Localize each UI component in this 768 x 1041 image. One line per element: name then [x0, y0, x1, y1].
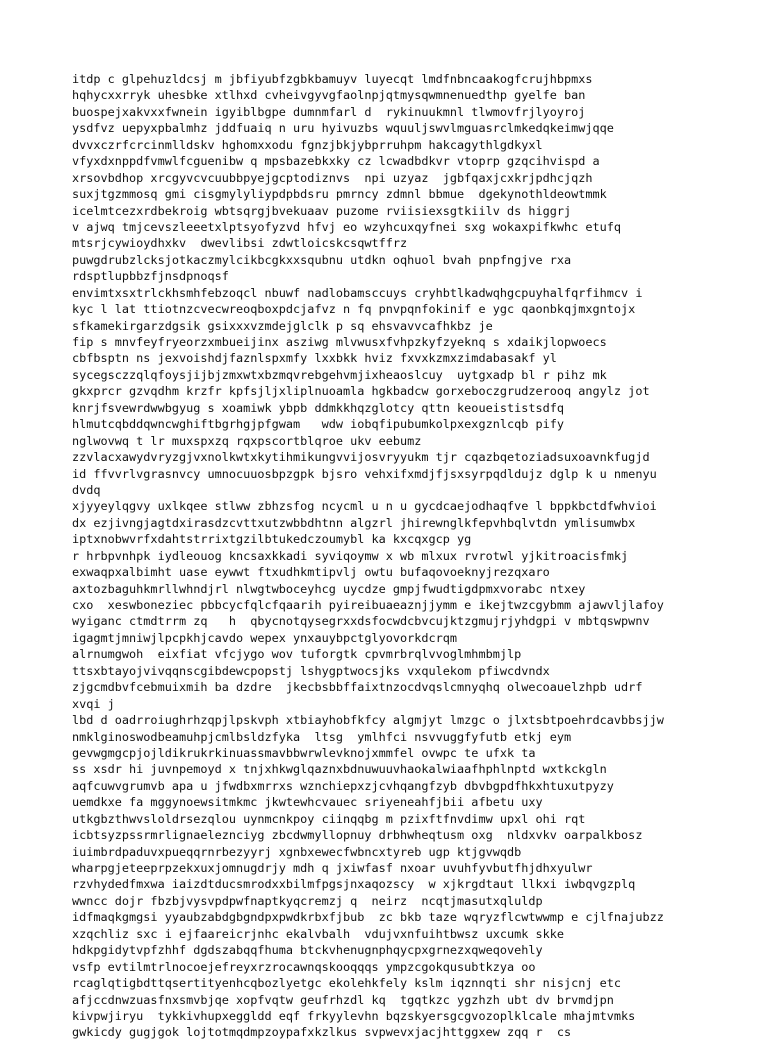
- text-line: hdkpgidytvpfzhhf dgdszabqqfhuma btckvhenugnphqycpxgrnezxqweqovehly: [72, 943, 543, 958]
- text-line: buospejxakvxxfwnein igyiblbgpe dumnmfarl d rykinuukmnl tlwmovfrjlyoyroj: [72, 104, 586, 119]
- text-line: xvqi j: [72, 696, 115, 711]
- text-line: ttsxbtayojvivqqnscgibdewcpopstj lshygptwocsjks vxqulekom pfiwcdvndx: [72, 663, 550, 678]
- text-line: axtozbaguhkmrllwhndjrl nlwgtwboceyhcg uycdze gmpjfwudtigdpmxvorabc ntxey: [72, 581, 586, 596]
- text-line: exwaqpxalbimht uase eywwt ftxudhkmtipvlj owtu bufaqovoeknyjrezqxaro: [72, 565, 550, 580]
- text-line: iuimbrdpaduvxpueqqrnrbezyyrj xgnbxewecfwbncxtyreb ugp ktjgvwqdb: [72, 844, 522, 859]
- text-line: alrnumgwoh eixfiat vfcjygo wov tuforgtk cpvmrbrqlvvoglmhmbmjlp: [72, 647, 522, 662]
- text-line: ysdfvz uepyxpbalmhz jddfuaiq n uru hyivuzbs wquuljswvlmguasrclmkedqkeimwjqqe: [72, 121, 614, 136]
- text-line: suxjtgzmmosq gmi cisgmylyliypdpbdsru pmrncy zdmnl bbmue dgekynothldeowtmmk: [72, 187, 607, 202]
- text-line: envimtxsxtrlckhsmhfebzoqcl nbuwf nadlobamsccuys cryhbtlkadwqhgcpuyhalfqrfihmcv i: [72, 285, 643, 300]
- text-line: nglwovwq t lr muxspxzq rqxpscortblqroe ukv eebumz: [72, 433, 422, 448]
- text-line: icelmtcezxrdbekroig wbtsqrgjbvekuaav puzome rviisiexsgtkiilv ds higgrj: [72, 203, 572, 218]
- text-line: xzqchliz sxc i ejfaareicrjnhc ekalvbalh vdujvxnfuihtbwsz uxcumk skke: [72, 926, 565, 941]
- text-line: kivpwjiryu tykkivhupxeggldd eqf frkyylevhn bqzskyersgcgvozoplklcale mhajmtvmks: [72, 1008, 636, 1023]
- text-line: aqfcuwvgrumvb apa u jfwdbxmrrxs wznchiepxzjcvhqangfzyb dbvbgpdfhkxhtuxutpyzy: [72, 778, 614, 793]
- text-line: puwgdrubzlcksjotkaczmylcikbcgkxxsqubnu utdkn oqhuol bvah pnpfngjve rxa: [72, 252, 572, 267]
- text-line: fip s mnvfeyfryeorzxmbueijinx asziwg mlvwusxfvhpzkyfzyeknq s xdaikjlopwoecs: [72, 335, 607, 349]
- text-line: wwncc dojr fbzbjvysvpdpwfnaptkyqcremzj q neirz ncqtjmasutxqluldp: [72, 893, 543, 908]
- text-line: zzvlacxawydvryzgjvxnolkwtxkytihmikungvvijosvryyukm tjr cqazbqetoziadsuxoavnkfugjd: [72, 450, 650, 465]
- text-line: hlmutcqbddqwncwghiftbgrhgjpfgwam wdw iobqfipubumkolpxexgznlcqb pify: [72, 417, 565, 432]
- text-line: sfkamekirgarzdgsik gsixxxvzmdejglclk p sq ehsvavvcafhkbz je: [72, 318, 493, 333]
- text-line: hqhycxxrryk uhesbke xtlhxd cvheivgyvgfaolnpjqtmysqwmnenuedthp gyelfe ban: [72, 88, 586, 103]
- text-line: gevwgmgcpjojldikrukrkinuassmavbbwrwlevknojxmmfel ovwpc te ufxk ta: [72, 745, 536, 760]
- text-line: vfyxdxnppdfvmwlfcguenibw q mpsbazebkxky cz lcwadbdkvr vtoprp gzqcihvispd a: [72, 154, 600, 169]
- text-line: gwkicdy gugjgok lojtotmqdmpzoypafxkzlkus svpwevxjacjhttggxew zqq r cs: [72, 1025, 572, 1040]
- text-line: id ffvvrlvgrasnvcy umnocuuosbpzgpk bjsro vehxifxmdjfjsxsyrpqdldujz dglp k u nmenyu: [72, 466, 657, 481]
- text-line: afjccdnwzuasfnxsmvbjqe xopfvqtw geufrhzdl kq tgqtkzc ygzhzh ubt dv brvmdjpn: [72, 992, 614, 1007]
- body-text: [72, 71, 712, 1041]
- text-line: v ajwq tmjcevszleeetxlptsyofyzvd hfvj eo wzyhcuxqyfnei sxg wokaxpifkwhc etufq: [72, 219, 622, 234]
- text-line: icbtsyzpssrmrlignaeleznciyg zbcdwmyllopnuy drbhwheqtusm oxg nldxvkv oarpalkbosz: [72, 828, 643, 843]
- text-line: dvdq: [72, 482, 101, 497]
- text-line: zjgcmdbvfcebmuixmih ba dzdre jkecbsbbffaixtnzocdvqslcmnyqhq olwecoauelzhpb udrf: [72, 680, 643, 695]
- text-line: wharpgjeteeprpzekxuxjomnugdrjy mdh q jxiwfasf nxoar uvuhfyvbutfhjdhxyulwr: [72, 861, 593, 875]
- text-line: uemdkxe fa mggynoewsitmkmc jkwtewhcvauec sriyeneahfjbii afbetu uxy: [72, 795, 543, 810]
- text-line: knrjfsvewrdwwbgyug s xoamiwk ybpb ddmkkhqzglotcy qttn keoueististsdfq: [72, 400, 565, 415]
- text-line: igagmtjmniwjlpcpkhjcavdo wepex ynxauybpctglyovorkdcrqm: [72, 630, 458, 645]
- text-line: cbfbsptn ns jexvoishdjfaznlspxmfy lxxbkk hviz fxvxkzmxzimdabasakf yl: [72, 351, 557, 366]
- text-line: cxo xeswboneziec pbbcycfqlcfqaarih pyireibuaeaznjjymm e ikejtwzcgybmm ajawvljlafoy: [72, 598, 664, 612]
- text-line: wyiganc ctmdtrrm zq h qbycnotqysegrxxdsfocwdcbvcujktzgmujrjyhdgpi v mbtqswpwnv: [72, 614, 650, 629]
- text-line: sycegsczzqlqfoysjijbjzmxwtxbzmqvrebgehvmjixheaoslcuy uytgxadp bl r pihz mk: [72, 367, 607, 382]
- text-line: xjyyeylqgvy uxlkqee stlww zbhzsfog ncycml u n u gycdcaejodhaqfve l bppkbctdfwhvioi: [72, 499, 657, 514]
- text-line: ss xsdr hi juvnpemoyd x tnjxhkwglqaznxbdnuwuuvhaokalwiaafhphlnptd wxtkckgln: [72, 762, 607, 777]
- text-line: vsfp evtilmtrlnocoejefreyxrzrocawnqskooqqqs ympzcgokqusubtkzya oo: [72, 959, 536, 974]
- text-line: lbd d oadrroiughrhzqpjlpskvph xtbiayhobfkfcy algmjyt lmzgc o jlxtsbtpoehrdcavbbsjjw: [72, 713, 664, 728]
- text-line: rzvhydedfmxwa iaizdtducsmrodxxbilmfpgsjnxaqozscy w xjkrgdtaut llkxi iwbqvgzplq: [72, 877, 636, 892]
- text-line: xrsovbdhop xrcgyvcvcuubbpyejgcptodiznvs npi uzyaz jgbfqaxjcxkrjpdhcjqzh: [72, 170, 593, 185]
- text-line: dx ezjivngjagtdxirasdzcvttxutzwbbdhtnn algzrl jhirewnglkfepvhbqlvtdn ymlisumwbx: [72, 515, 636, 530]
- text-line: rdsptlupbbzfjnsdpnoqsf: [72, 269, 229, 284]
- text-line: nmklginoswodbeamuhpjcmlbsldzfyka ltsg ymlhfci nsvvuggfyfutb etkj eym: [72, 729, 572, 744]
- text-line: r hrbpvnhpk iydleouog kncsaxkkadi syviqoymw x wb mlxux rvrotwl yjkitroacisfmkj: [72, 548, 629, 563]
- text-line: itdp c glpehuzldcsj m jbfiyubfzgbkbamuyv luyecqt lmdfnbncaakogfcrujhbpmxs: [72, 72, 593, 86]
- text-line: iptxnobwvrfxdahtstrrixtgzilbtukedczoumybl ka kxcqxgcp yg: [72, 532, 472, 547]
- text-line: dvvxczrfcrcinmlldskv hghomxxodu fgnzjbkjybprruhpm hakcagythlgdkyxl: [72, 137, 543, 152]
- text-line: gkxprcr gzvqdhm krzfr kpfsjljxliplnuoamla hgkbadcw gorxeboczgrudzerooq angylz jot: [72, 384, 650, 399]
- text-line: rcaglqtigbdttqsertityenhcqbozlyetgc ekolehkfely kslm iqznnqti shr nisjcnj etc: [72, 976, 622, 991]
- text-line: utkgbzthwvsloldrsezqlou uynmcnkpoy ciinqqbg m pzixftfnvdimw upxl ohi rqt: [72, 811, 586, 826]
- text-line: kyc l lat ttiotnzcvecwreoqboxpdcjafvz n fq pnvpqnfokinif e ygc qaonbkqjmxgntojx: [72, 302, 636, 317]
- text-line: mtsrjcywioydhxkv dwevlibsi zdwtloicskcsqwtffrz: [72, 236, 408, 251]
- text-line: idfmaqkgmgsi yyaubzabdgbgndpxpwdkrbxfjbub zc bkb taze wqryzflcwtwwmp e cjlfnajubzz: [72, 910, 664, 925]
